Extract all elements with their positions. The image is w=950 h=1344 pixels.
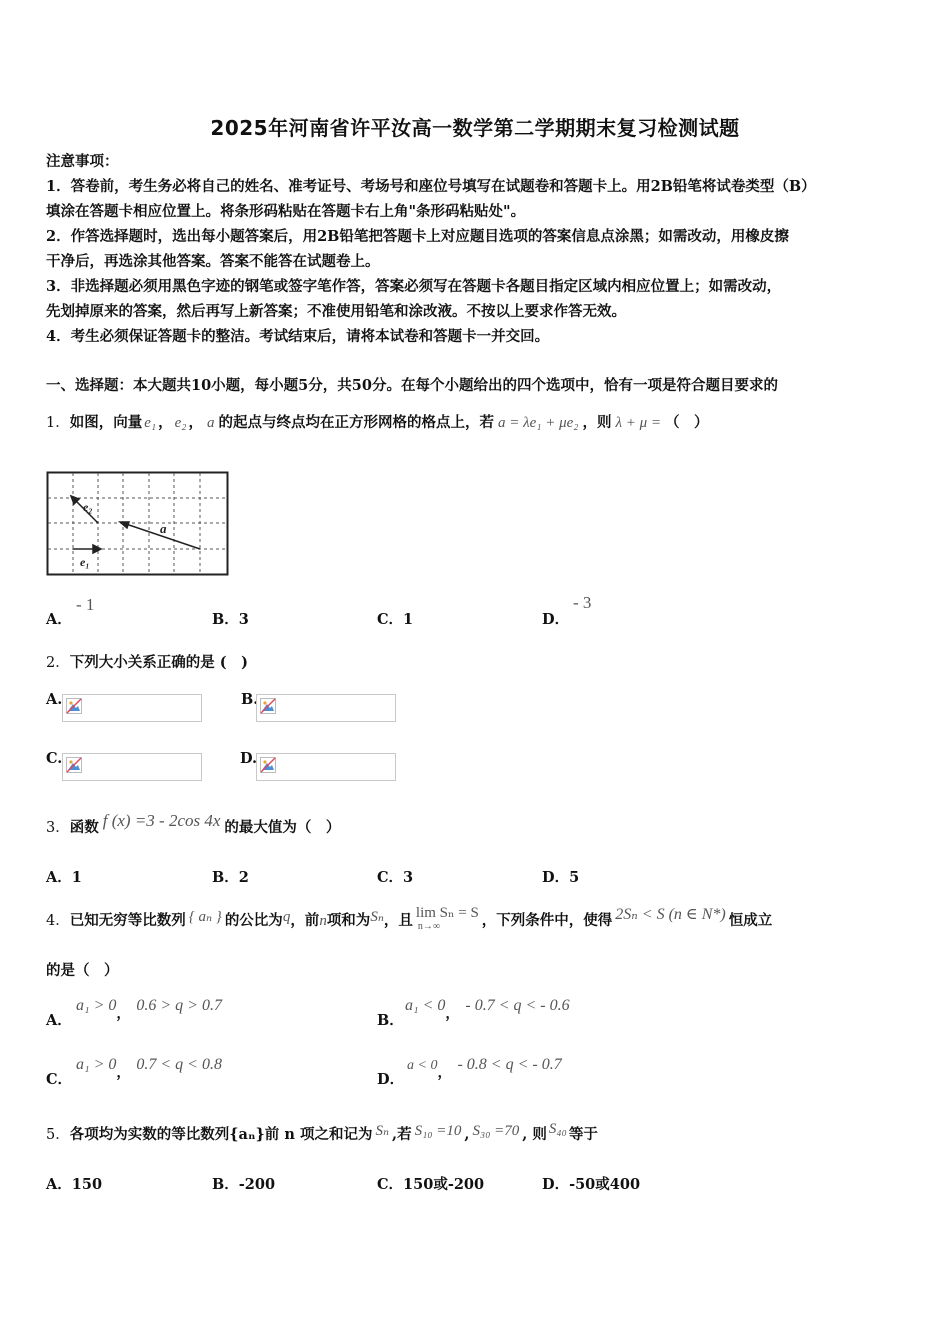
condition-1: a₁ > 0 [76, 1056, 117, 1073]
option-label: D． [542, 611, 570, 628]
q3-option-b[interactable] [212, 866, 249, 887]
option-value: 2 [238, 869, 249, 886]
math-n: n [319, 913, 327, 929]
q4-option-a-value [76, 995, 222, 1022]
math-e1: e₁ [144, 415, 157, 431]
punct: , [464, 1126, 470, 1143]
option-value: 3 [403, 869, 414, 886]
q2-option-b-label: B. [241, 691, 259, 708]
math-formula: f (x) =3 - 2cos 4x [102, 811, 221, 830]
question-text: ，前 [290, 912, 320, 929]
option-label: C． [377, 869, 404, 886]
q5-option-d[interactable] [542, 1173, 640, 1194]
option-label: D． [377, 1071, 405, 1088]
notice-item-4: 4．考生必须保证答题卡的整洁。考试结束后，请将本试卷和答题卡一并交回。 [46, 328, 550, 345]
q4-option-c[interactable] [46, 1068, 72, 1089]
question-text: ，则 [582, 414, 612, 431]
question-text: ，且 [383, 912, 413, 929]
section-heading: 一、选择题：本大题共10小题，每小题5分，共50分。在每个小题给出的四个选项中，恰有一项是符合题目要求的 [46, 377, 778, 394]
punct: ， [188, 414, 203, 431]
option-value: 150或-200 [403, 1176, 485, 1193]
vector-grid-figure [46, 471, 230, 577]
q2-option-c-label: C. [46, 750, 63, 767]
notice-item-1-line-1: 1．答卷前，考生务必将自己的姓名、准考证号、考场号和座位号填写在试题卷和答题卡上。用2B铅笔将试卷类型（B） [46, 178, 816, 195]
label-e2: e₂ [83, 500, 93, 514]
question-1 [46, 413, 709, 433]
question-text: 下列大小关系正确的是 ( ) [69, 654, 249, 671]
notice-item-3-line-1: 3．非选择题必须用黑色字迹的钢笔或签字笔作答，答案必须写在答题卡各题目指定区域内相应位置上；如需改动， [46, 278, 782, 295]
condition-2: - 0.7 < q < - 0.6 [465, 997, 570, 1014]
q4-option-b[interactable] [377, 1009, 404, 1030]
question-number: 2． [46, 655, 70, 671]
limit-subscript: n→∞ [417, 921, 441, 932]
question-number: 4． [46, 913, 70, 929]
q1-option-c[interactable] [377, 608, 413, 629]
q1-option-d-value: - 3 [573, 593, 592, 612]
question-text: , 则 [522, 1126, 547, 1143]
math-e2: e₂ [174, 415, 187, 431]
option-value: 150 [71, 1176, 103, 1193]
separator: ， [437, 1065, 452, 1081]
option-label: A． [46, 611, 72, 628]
option-label: A． [46, 1176, 72, 1193]
notice-heading: 注意事项： [46, 153, 119, 170]
math-sn: Sₙ [370, 909, 384, 925]
math-s10: S₁₀ =10 [414, 1123, 462, 1139]
math-a: a [206, 415, 215, 431]
question-4-line-2: 的是（ ） [46, 962, 119, 979]
condition-2: - 0.8 < q < - 0.7 [457, 1056, 562, 1073]
q5-option-b[interactable] [212, 1173, 275, 1194]
option-label: C． [46, 1071, 73, 1088]
q5-option-c[interactable] [377, 1173, 484, 1194]
q1-option-b[interactable] [212, 608, 249, 629]
math-sequence: { aₙ } [188, 909, 222, 925]
question-text: 恒成立 [728, 912, 773, 929]
q2-option-b-image[interactable] [256, 694, 396, 722]
question-2 [46, 653, 248, 673]
q2-option-d-label: D. [240, 750, 258, 767]
condition-2: 0.6 > q > 0.7 [136, 997, 222, 1014]
condition-1: a < 0 [407, 1058, 438, 1073]
question-paren: （ ） [665, 414, 709, 431]
question-text: 项和为 [326, 912, 371, 929]
question-text: 等于 [568, 1126, 598, 1143]
q3-option-a[interactable] [46, 866, 82, 887]
q4-option-d[interactable] [377, 1068, 404, 1089]
question-4 [46, 905, 773, 932]
math-s40: S₄₀ [548, 1121, 567, 1137]
broken-image-icon [66, 757, 82, 773]
math-formula: a = λe₁ + μe₂ [497, 415, 579, 431]
math-q: q [282, 909, 291, 925]
question-text: 的公比为 [224, 912, 283, 929]
option-value: -200 [238, 1176, 276, 1193]
notice-item-2-line-1: 2．作答选择题时，选出每小题答案后，用2B铅笔把答题卡上对应题目选项的答案信息点涂黑；如需改动，用橡皮擦 [46, 228, 789, 245]
q3-option-d[interactable] [542, 866, 579, 887]
page-title: 2025年河南省许平汝高一数学第二学期期末复习检测试题 [210, 116, 740, 140]
notice-item-3-line-2: 先划掉原来的答案，然后再写上新答案；不准使用铅笔和涂改液。不按以上要求作答无效。 [46, 303, 626, 320]
option-value: 1 [71, 869, 82, 886]
notice-item-1-line-2: 填涂在答题卡相应位置上。将条形码粘贴在答题卡右上角"条形码粘贴处"。 [46, 203, 526, 220]
q1-option-a-value: - 1 [76, 595, 95, 614]
condition-1: a₁ < 0 [405, 997, 446, 1014]
option-label: D． [542, 1176, 570, 1193]
condition-1: a₁ > 0 [76, 997, 117, 1014]
q2-option-a-image[interactable] [62, 694, 202, 722]
question-text: 各项均为实数的等比数列{aₙ}前 n 项之和记为 [69, 1126, 373, 1143]
question-number: 3． [46, 820, 70, 836]
separator: ， [116, 1065, 131, 1081]
q2-option-c-image[interactable] [62, 753, 202, 781]
limit-expression: lim Sₙ = S [415, 905, 479, 921]
math-condition: 2Sₙ < S (n ∈ N*) [615, 906, 726, 923]
broken-image-icon [260, 698, 276, 714]
option-label: A． [46, 1012, 72, 1029]
option-label: D． [542, 869, 570, 886]
option-label: B． [212, 1176, 239, 1193]
q4-option-d-value [407, 1054, 562, 1081]
question-text: ，下列条件中，使得 [481, 912, 613, 929]
label-e1: e₁ [80, 555, 90, 569]
q1-option-d[interactable] [542, 608, 569, 629]
q4-option-c-value [76, 1054, 222, 1081]
option-label: C． [377, 611, 404, 628]
math-s30: S₃₀ =70 [472, 1123, 520, 1139]
math-limit [415, 903, 479, 932]
question-text: 已知无穷等比数列 [69, 912, 186, 929]
condition-2: 0.7 < q < 0.8 [136, 1056, 222, 1073]
separator: ， [445, 1006, 460, 1022]
option-value: -50或400 [569, 1176, 641, 1193]
option-label: A． [46, 869, 72, 886]
math-sn: Sₙ [375, 1123, 390, 1139]
option-value: 1 [403, 611, 414, 628]
question-text: ,若 [392, 1126, 412, 1143]
question-text: 函数 [69, 819, 99, 836]
q2-option-a-label: A. [46, 691, 63, 708]
option-label: C． [377, 1176, 404, 1193]
question-5 [46, 1121, 598, 1145]
q1-option-a[interactable] [46, 608, 72, 629]
option-label: B． [212, 869, 239, 886]
option-label: B． [377, 1012, 404, 1029]
notice-item-2-line-2: 干净后，再选涂其他答案。答案不能答在试题卷上。 [46, 253, 380, 270]
q2-option-d-image[interactable] [256, 753, 396, 781]
question-number: 5． [46, 1127, 70, 1143]
question-text: 的最大值为（ ） [224, 819, 341, 836]
math-formula: λ + μ = [615, 415, 662, 431]
punct: ， [158, 414, 173, 431]
question-text: 如图，向量 [69, 414, 143, 431]
question-3 [46, 811, 341, 838]
q3-option-c[interactable] [377, 866, 413, 887]
separator: ， [116, 1006, 131, 1022]
broken-image-icon [260, 757, 276, 773]
q4-option-a[interactable] [46, 1009, 72, 1030]
q5-option-a[interactable] [46, 1173, 102, 1194]
question-number: 1． [46, 415, 70, 431]
option-value: 3 [238, 611, 249, 628]
option-label: B． [212, 611, 239, 628]
label-a: a [160, 521, 167, 536]
option-value: 5 [569, 869, 580, 886]
q4-option-b-value [405, 995, 570, 1022]
broken-image-icon [66, 698, 82, 714]
question-text: 的起点与终点均在正方形网格的格点上，若 [218, 414, 494, 431]
